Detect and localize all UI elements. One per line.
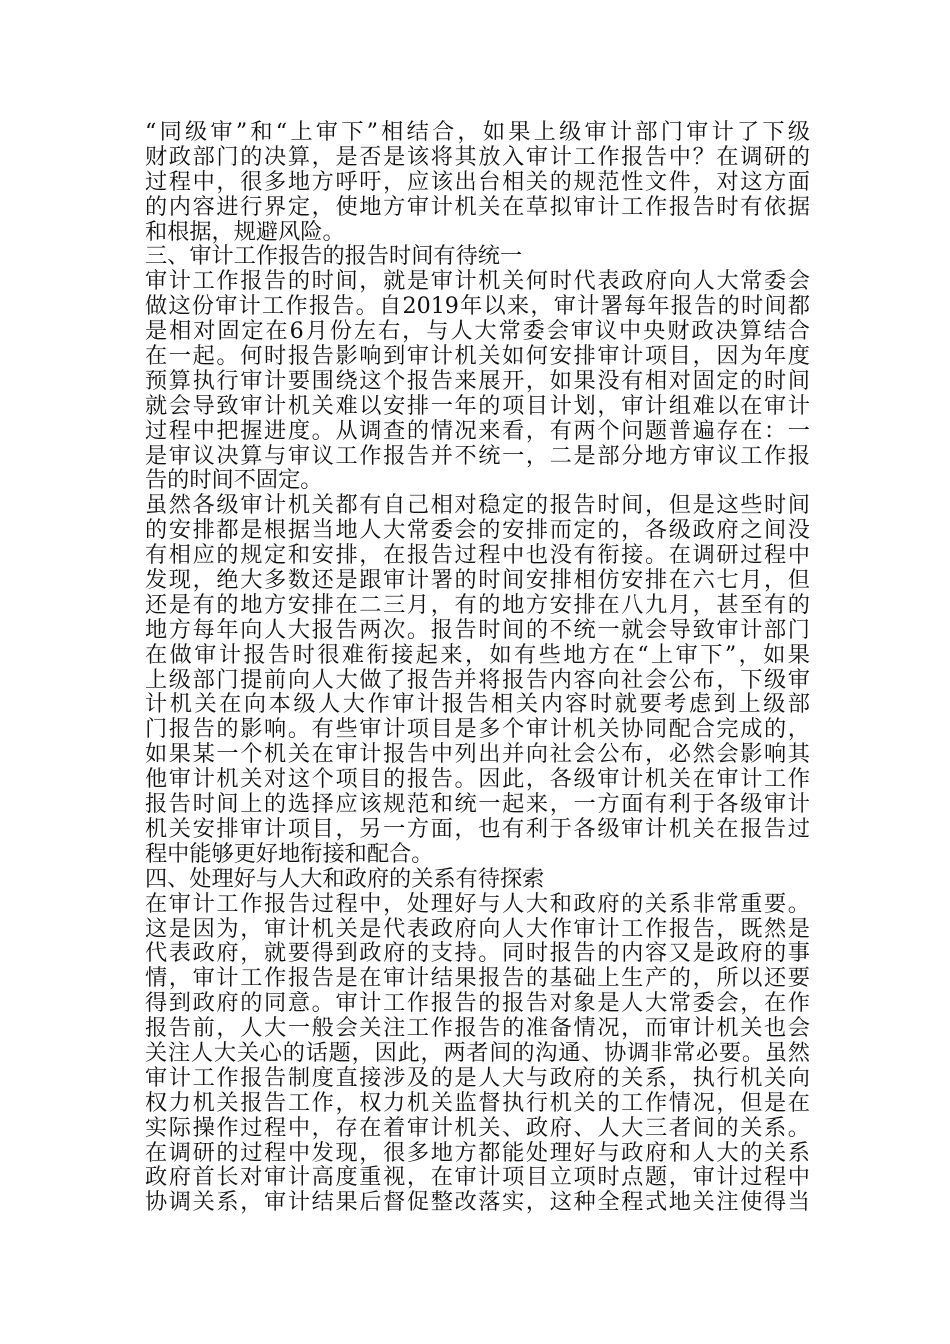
text-line: 上级部门提前向人大做了报告并将报告内容向社会公布，下级审 bbox=[145, 667, 810, 693]
text-line: 门报告的影响。有些审计项目是多个审计机关协同配合完成的， bbox=[145, 717, 810, 743]
text-line: “同级审”和“上审下”相结合，如果上级审计部门审计了下级 bbox=[145, 120, 810, 145]
text-line: 在调研的过程中发现，很多地方都能处理好与政府和人大的关系 bbox=[145, 1140, 810, 1166]
text-line: 的内容进行界定，使地方审计机关在草拟审计工作报告时有依据 bbox=[145, 194, 810, 220]
text-line: 四、处理好与人大和政府的关系有待探索 bbox=[145, 866, 545, 892]
text-line: 有相应的规定和安排，在报告过程中也没有衔接。在调研过程中 bbox=[145, 543, 810, 569]
text-line: 就会导致审计机关难以安排一年的项目计划，审计组难以在审计 bbox=[145, 393, 810, 419]
text-line: 实际操作过程中，存在着审计机关、政府、人大三者间的关系。 bbox=[145, 1115, 810, 1141]
text-line: 发现，绝大多数还是跟审计署的时间安排相仿安排在六七月，但 bbox=[145, 568, 810, 593]
text-line: 预算执行审计要围绕这个报告来展开，如果没有相对固定的时间 bbox=[145, 368, 810, 394]
text-line: 的安排都是根据当地人大常委会的安排而定的，各级政府之间没 bbox=[145, 518, 810, 544]
text-line: 关注人大关心的话题，因此，两者间的沟通、协调非常必要。虽然 bbox=[145, 1040, 810, 1066]
text-line: 情，审计工作报告是在审计结果报告的基础上生产的，所以还要 bbox=[145, 966, 810, 992]
text-line: 过程中把握进度。从调查的情况来看，有两个问题普遍存在：一 bbox=[145, 418, 810, 444]
text-line: 得到政府的同意。审计工作报告的报告对象是人大常委会，在作 bbox=[145, 991, 810, 1017]
text-line: 是审议决算与审议工作报告并不统一，二是部分地方审议工作报 bbox=[145, 443, 810, 469]
text-line: 政府首长对审计高度重视，在审计项目立项时点题，审计过程中 bbox=[145, 1165, 810, 1191]
text-line: 计机关在向本级人大作审计报告相关内容时就要考虑到上级部 bbox=[145, 692, 810, 718]
text-line: 地方每年向人大报告两次。报告时间的不统一就会导致审计部门 bbox=[145, 617, 810, 643]
text-line: 虽然各级审计机关都有自己相对稳定的报告时间，但是这些时间 bbox=[145, 493, 810, 519]
text-line: 在一起。何时报告影响到审计机关如何安排审计项目，因为年度 bbox=[145, 344, 810, 369]
text-line: 报告前，人大一般会关注工作报告的准备情况，而审计机关也会 bbox=[145, 1016, 810, 1041]
text-line: 他审计机关对这个项目的报告。因此，各级审计机关在审计工作 bbox=[145, 767, 810, 793]
text-line: 和根据，规避风险。 bbox=[145, 219, 345, 245]
text-line: 报告时间上的选择应该规范和统一起来，一方面有利于各级审计 bbox=[145, 792, 810, 817]
text-line: 在审计工作报告过程中，处理好与人大和政府的关系非常重要。 bbox=[145, 891, 810, 917]
text-line: 审计工作报告制度直接涉及的是人大与政府的关系，执行机关向 bbox=[145, 1065, 810, 1091]
text-line: 三、审计工作报告的报告时间有待统一 bbox=[145, 244, 523, 270]
document-body bbox=[145, 120, 810, 1215]
text-line: 机关安排审计项目，另一方面，也有利于各级审计机关在报告过 bbox=[145, 816, 810, 842]
text-line: 协调关系，审计结果后督促整改落实，这种全程式地关注使得当 bbox=[145, 1190, 810, 1216]
text-line: 如果某一个机关在审计报告中列出并向社会公布，必然会影响其 bbox=[145, 742, 810, 768]
text-line: 权力机关报告工作，权力机关监督执行机关的工作情况，但是在 bbox=[145, 1090, 810, 1116]
text-line: 代表政府，就要得到政府的支持。同时报告的内容又是政府的事 bbox=[145, 941, 810, 967]
text-line: 财政部门的决算，是否是该将其放入审计工作报告中？在调研的 bbox=[145, 144, 810, 170]
text-line: 程中能够更好地衔接和配合。 bbox=[145, 841, 434, 867]
text-line: 告的时间不固定。 bbox=[145, 468, 323, 494]
text-line: 是相对固定在6月份左右，与人大常委会审议中央财政决算结合 bbox=[145, 319, 810, 345]
text-line: 这是因为，审计机关是代表政府向人大作审计工作报告，既然是 bbox=[145, 916, 810, 942]
text-line: 还是有的地方安排在二三月，有的地方安排在八九月，甚至有的 bbox=[145, 592, 810, 618]
text-line: 在做审计报告时很难衔接起来，如有些地方在“上审下”，如果 bbox=[145, 642, 810, 668]
text-line: 做这份审计工作报告。自2019年以来，审计署每年报告的时间都 bbox=[145, 294, 810, 320]
text-line: 过程中，很多地方呼吁，应该出台相关的规范性文件，对这方面 bbox=[145, 169, 810, 195]
text-line: 审计工作报告的时间，就是审计机关何时代表政府向人大常委会 bbox=[145, 269, 810, 295]
